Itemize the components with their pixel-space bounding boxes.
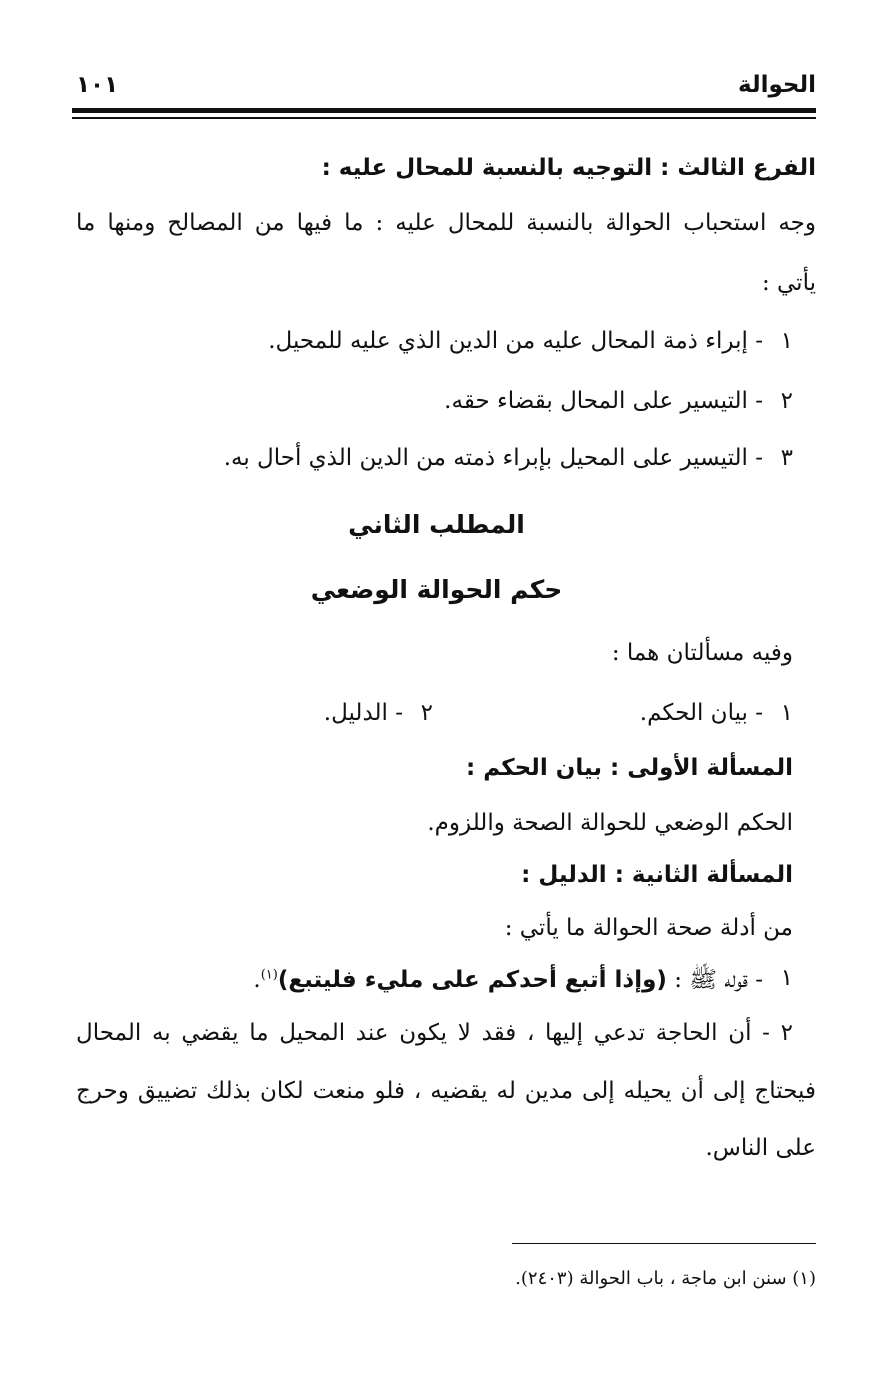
topic-text: - الدليل. <box>323 700 403 726</box>
running-header-title: الحوالة <box>738 72 816 98</box>
matlab-intro: وفيه مسألتان هما : <box>611 640 793 666</box>
evidence-1-prefix: - قوله ﷺ : <box>674 967 763 993</box>
masala2-intro: من أدلة صحة الحوالة ما يأتي : <box>504 915 793 941</box>
footnote-ref: (١) <box>260 967 278 983</box>
masala1-text: الحكم الوضعي للحوالة الصحة واللزوم. <box>427 810 793 836</box>
evidence-1-num: ١ <box>780 965 793 991</box>
masala2-heading: المسألة الثانية : الدليل : <box>521 862 793 888</box>
footnote-text: (١) سنن ابن ماجة ، باب الحوالة (٢٤٠٣). <box>515 1268 816 1289</box>
list-item-text: - التيسير على المحال بقضاء حقه. <box>444 388 763 414</box>
evidence-2-line3: على الناس. <box>705 1135 816 1161</box>
header-rule-thin <box>72 117 816 119</box>
list-item-num: ٣ <box>780 445 793 471</box>
list-item-num: ٢ <box>780 388 793 414</box>
list-item-num: ١ <box>780 328 793 354</box>
branch-heading: الفرع الثالث : التوجيه بالنسبة للمحال عليه : <box>321 155 816 181</box>
branch-intro-line1: وجه استحباب الحوالة بالنسبة للمحال عليه : ما فيها من المصالح ومنها ما <box>76 210 816 236</box>
evidence-1 <box>253 965 763 999</box>
masala1-heading: المسألة الأولى : بيان الحكم : <box>465 755 793 781</box>
topic-num: ٢ <box>420 700 433 726</box>
list-item-text: - إبراء ذمة المحال عليه من الدين الذي عليه للمحيل. <box>268 328 763 354</box>
evidence-1-end: . <box>253 967 261 993</box>
topic-text: - بيان الحكم. <box>639 700 763 726</box>
page-number: ١٠١ <box>76 72 119 98</box>
topic-num: ١ <box>780 700 793 726</box>
section-title: المطلب الثاني <box>348 510 525 539</box>
hadith-quote: (وإذا أتبع أحدكم على مليء فليتبع) <box>277 967 667 993</box>
list-item-text: - التيسير على المحيل بإبراء ذمته من الدين الذي أحال به. <box>223 445 763 471</box>
branch-intro-line2: يأتي : <box>761 270 816 296</box>
evidence-2-line1: ٢ - أن الحاجة تدعي إليها ، فقد لا يكون عند المحيل ما يقضي به المحال <box>76 1020 794 1046</box>
header-rule-thick <box>72 108 816 113</box>
footnote-separator <box>512 1243 816 1244</box>
section-subtitle: حكم الحوالة الوضعي <box>310 575 563 604</box>
evidence-2-line2: فيحتاج إلى أن يحيله إلى مدين له يقضيه ، فلو منعت لكان بذلك تضييق وحرج <box>76 1078 816 1104</box>
